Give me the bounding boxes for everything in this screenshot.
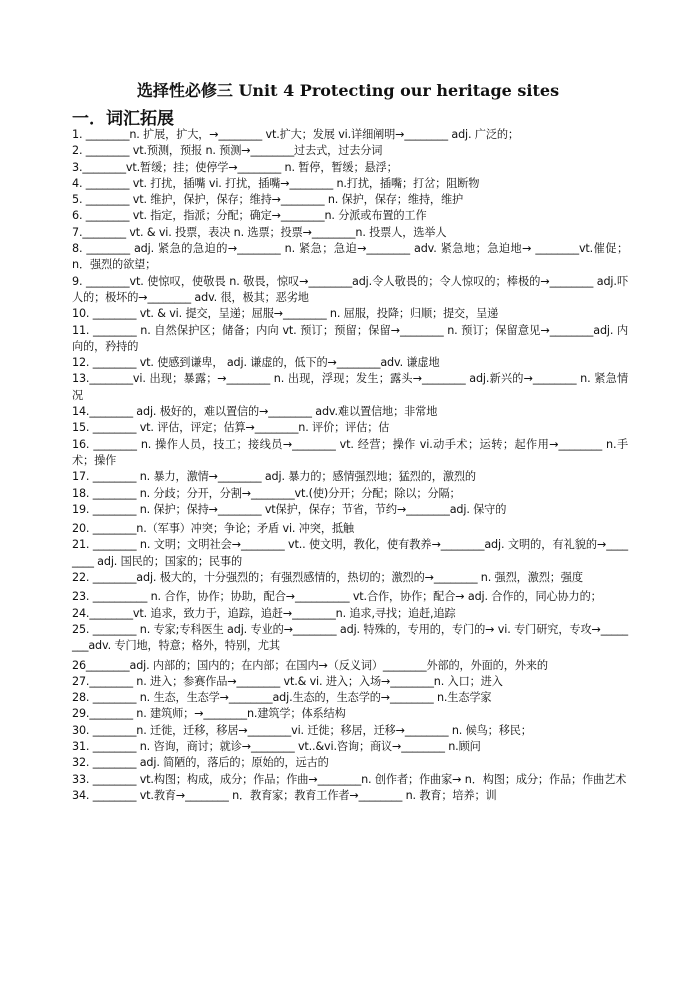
vocabulary-item: 4. ________ vt. 打扰，插嘴 vi. 打扰，插嘴→________ n.打扰，插嘴；打岔；阻断物 bbox=[72, 176, 480, 190]
vocabulary-item: 7.________ vt. & vi. 投票，表决 n. 选票；投票→________n. 投票人，选举人 bbox=[72, 225, 447, 239]
vocabulary-item: 20. ________n.（军事）冲突；争论；矛盾 vi. 冲突，抵触 bbox=[72, 522, 354, 536]
vocabulary-item: 29.________ n. 建筑师；→________n.建筑学；体系结构 bbox=[72, 707, 346, 721]
vocabulary-item: 34. ________ vt.教育→________ n．教育家；教育工作者→________ n. 教育；培养；训 bbox=[72, 788, 497, 802]
vocabulary-item: 8. ________ adj. 紧急的急迫的→________ n. 紧急；急迫→________ adv. 紧急地；急迫地→ ________vt.催促；n．强烈的欲望； bbox=[72, 242, 628, 272]
vocabulary-item: 26________adj. 内部的；国内的；在内部；在国内→（反义词）________外部的，外面的，外来的 bbox=[72, 658, 548, 672]
section-heading: 一．词汇拓展 bbox=[72, 109, 174, 129]
vocabulary-item: 9. ________vt. 使惊叹，使敬畏 n. 敬畏，惊叹→________adj.令人敬畏的；令人惊叹的；棒极的→________ adj.吓人的；极坏的→________ adv. 很，极其；恶劣地 bbox=[72, 274, 628, 304]
vocabulary-item: 33. ________ vt.构图；构成，成分；作品；作曲→________n. 创作者；作曲家→ n．构图；成分；作品；作曲艺术 bbox=[72, 772, 627, 786]
vocabulary-item: 14.________ adj. 极好的，难以置信的→________ adv.难以置信地；非常地 bbox=[72, 405, 438, 419]
vocabulary-item: 1. ________n. 扩展，扩大，→________ vt.扩大；发展 vi.详细阐明→________ adj. 广泛的； bbox=[72, 128, 519, 141]
vocabulary-item: 21. ________ n. 文明；文明社会→________ vt.. 使文明，教化，使有教养→________adj. 文明的，有礼貌的→________ adj. 国民的；国家的；民事的 bbox=[72, 538, 628, 568]
vocabulary-item: 6. ________ vt. 指定，指派；分配；确定→________n. 分派或布置的工作 bbox=[72, 209, 427, 223]
vocabulary-item: 5. ________ vt. 维护，保护，保存；维持→________ n. 保护，保存；维持，维护 bbox=[72, 193, 464, 207]
vocabulary-item: 15. ________ vt. 评估，评定；估算→________n. 评价；评估；估 bbox=[72, 421, 390, 435]
vocabulary-item: 23. __________ n. 合作，协作；协助，配合→__________ vt.合作，协作；配合→ adj. 合作的，同心协力的； bbox=[72, 590, 602, 604]
vocabulary-item: 28. ________ n. 生态，生态学→________adj.生态的，生态学的→________ n.生态学家 bbox=[72, 691, 492, 705]
vocabulary-item: 2. ________ vt.预测，预报 n. 预测→________过去式，过去分词 bbox=[72, 144, 383, 158]
vocabulary-item: 27.________ n. 进入；参赛作品→________ vt.& vi. 进入；入场→________n. 入口；进入 bbox=[72, 674, 503, 688]
vocabulary-item: 22. ________adj. 极大的，十分强烈的；有强烈感情的，热切的；激烈的→________ n. 强烈，激烈；强度 bbox=[72, 571, 583, 585]
vocabulary-item: 12. ________ vt. 使感到谦卑， adj. 谦虚的，低下的→________adv. 谦虚地 bbox=[72, 356, 440, 370]
vocabulary-item: 3.________vt.暂缓；挂；使停学→________ n. 暂停，暂缓；悬浮； bbox=[72, 160, 398, 174]
vocabulary-item: 32. ________ adj. 简陋的，落后的；原始的，远古的 bbox=[72, 756, 329, 770]
vocabulary-item: 16. ________ n. 操作人员，技工；接线员→________ vt. 经营；操作 vi.动手术；运转；起作用→________ n.手术；操作 bbox=[72, 437, 628, 467]
vocabulary-list bbox=[72, 127, 628, 804]
page-title: 选择性必修三 Unit 4 Protecting our heritage sites bbox=[136, 81, 560, 100]
vocabulary-item: 30. ________n. 迁徙，迁移，移居→________vi. 迁徙；移居，迁移→________ n. 候鸟；移民； bbox=[72, 723, 532, 737]
vocabulary-item: 10. ________ vt. & vi. 提交，呈递；屈服→________ n. 屈服，投降；归顺；提交，呈递 bbox=[72, 307, 499, 321]
vocabulary-item: 18. ________ n. 分歧；分开，分割→________vt.(使)分开；分配；除以；分隔； bbox=[72, 486, 461, 500]
vocabulary-item: 24.________vt. 追求，致力于，追踪，追赶→________n. 追求,寻找；追赶,追踪 bbox=[72, 606, 456, 620]
vocabulary-item: 13.________vi. 出现；暴露；→________ n. 出现，浮现；发生；露头→________ adj.新兴的→________ n. 紧急情况 bbox=[72, 372, 628, 402]
vocabulary-item: 31. ________ n. 咨询，商讨；就诊→________ vt..&vi.咨询；商议→________ n.顾问 bbox=[72, 739, 481, 753]
vocabulary-item: 19. ________ n. 保护；保持→________ vt保护，保存；节省，节约→________adj. 保守的 bbox=[72, 502, 507, 516]
vocabulary-item: 17. ________ n. 暴力，激情→________ adj. 暴力的；感情强烈地；猛烈的，激烈的 bbox=[72, 470, 476, 484]
vocabulary-item: 25. ________ n. 专家;专科医生 adj. 专业的→________ adj. 特殊的，专用的，专门的→ vi. 专门研究，专攻→________adv. 专门地，特意；格外，特别，尤其 bbox=[72, 622, 628, 653]
vocabulary-item: 11. ________ n. 自然保护区；储备；内向 vt. 预订；预留；保留→________ n. 预订；保留意见→________adj. 内向的，矜持的 bbox=[72, 323, 628, 353]
